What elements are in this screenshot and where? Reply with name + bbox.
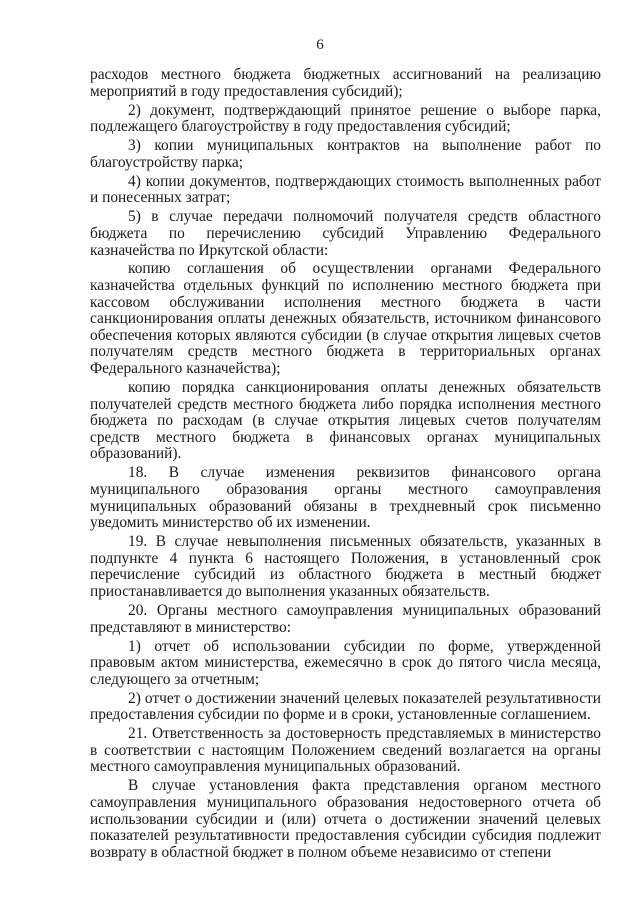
paragraph: 4) копии документов, подтверждающих стоимость выполненных работ и понесенных затрат; (90, 172, 601, 207)
paragraph: расходов местного бюджета бюджетных ассигнований на реализацию мероприятий в году предоставления субсидий); (90, 66, 601, 100)
page-number: 6 (316, 37, 324, 53)
paragraph: копию соглашения об осуществлении органами Федерального казначейства отдельных функций по исполнению местного бюджета при кассовом обслуживании исполнения местного бюджета в части санкционирования оплаты денежных обязательств, источником финансового обеспечения которых являются субсидии (в случае открытия лицевых счетов получателям средств местного бюджета в территориальных органах Федерального казначейства); (90, 260, 601, 378)
paragraph: 20. Органы местного самоуправления муниципальных образований представляют в министерство: (90, 601, 601, 636)
paragraph: 19. В случае невыполнения письменных обязательств, указанных в подпункте 4 пункта 6 настоящего Положения, в установленный срок перечисление субсидий из областного бюджета в местный бюджет приостанавливается до выполнения указанных обязательств. (90, 533, 601, 600)
paragraph: 1) отчет об использовании субсидии по форме, утвержденной правовым актом министерства, ежемесячно в срок до пятого числа месяца, следующего за отчетным; (90, 637, 601, 688)
paragraph: копию порядка санкционирования оплаты денежных обязательств получателей средств местного бюджета либо порядка исполнения местного бюджета по расходам (в случае открытия лицевых счетов получателям средств местного бюджета в финансовых органах муниципальных образований). (90, 379, 601, 463)
paragraph: 5) в случае передачи полномочий получателя средств областного бюджета по перечислению субсидий Управлению Федерального казначейства по Иркутской области: (90, 208, 601, 259)
paragraph: 2) отчет о достижении значений целевых показателей результативности предоставления субсидии по форме и в сроки, установленные соглашением. (90, 689, 601, 724)
paragraph: 21. Ответственность за достоверность представляемых в министерство в соответствии с настоящим Положением сведений возлагается на органы местного самоуправления муниципальных образований. (90, 725, 601, 776)
paragraph: В случае установления факта представления органом местного самоуправления муниципального образования недостоверного отчета об использовании субсидии и (или) отчета о достижении значений целевых показателей результативности предоставления субсидии субсидия подлежит возврату в областной бюджет в полном объеме независимо от степени (90, 777, 601, 861)
document-body (90, 67, 601, 864)
paragraph: 3) копии муниципальных контрактов на выполнение работ по благоустройству парка; (90, 137, 601, 171)
paragraph: 2) документ, подтверждающий принятое решение о выборе парка, подлежащего благоустройству в году предоставления субсидий; (90, 101, 601, 136)
paragraph: 18. В случае изменения реквизитов финансового органа муниципального образования органы местного самоуправления муниципальных образований обязаны в трехдневный срок письменно уведомить министерство об их изменении. (90, 464, 601, 532)
